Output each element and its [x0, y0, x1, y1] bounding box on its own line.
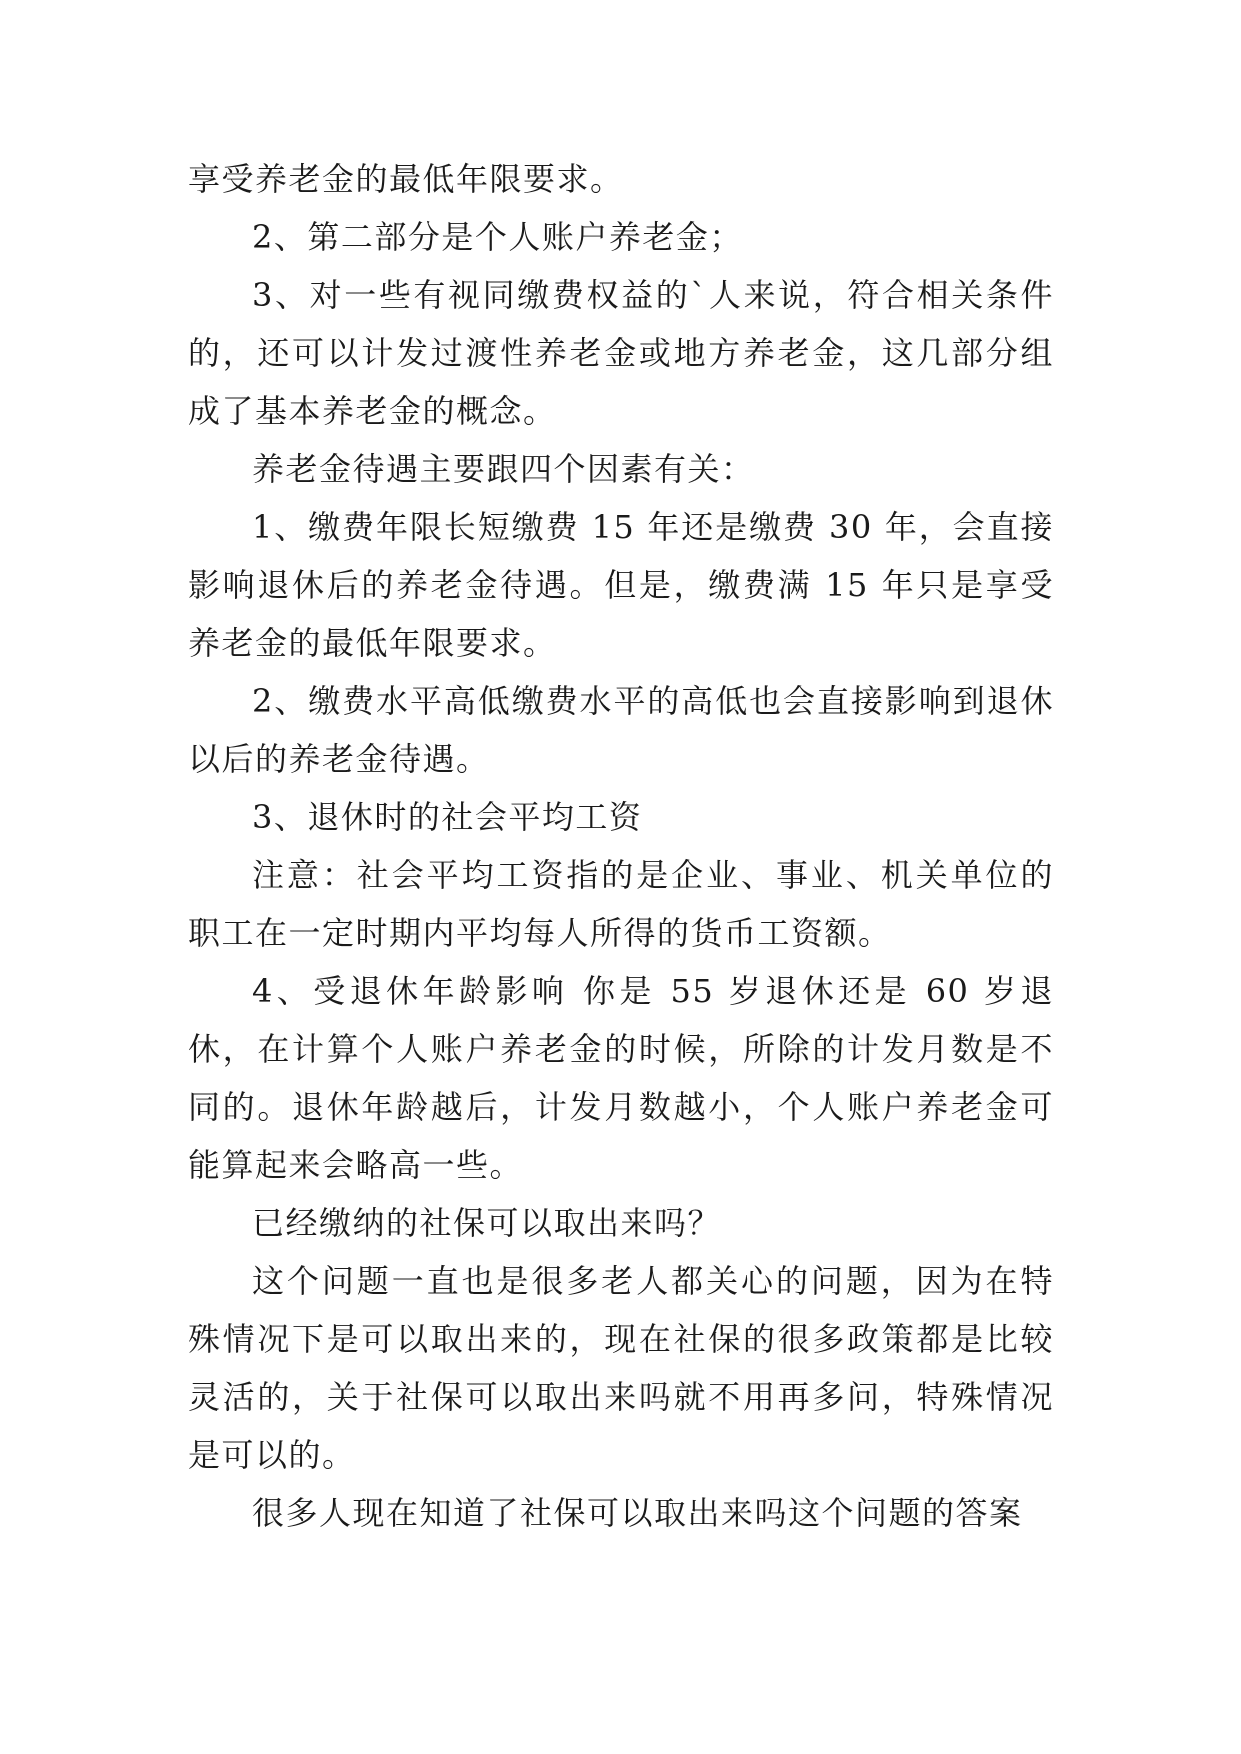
paragraph-3: 3、对一些有视同缴费权益的`人来说，符合相关条件的，还可以计发过渡性养老金或地方养老金，这几部分组成了基本养老金的概念。	[188, 276, 1054, 430]
paragraph-4: 养老金待遇主要跟四个因素有关：	[252, 450, 755, 488]
paragraph-11: 这个问题一直也是很多老人都关心的问题，因为在特殊情况下是可以取出来的，现在社保的很多政策都是比较灵活的，关于社保可以取出来吗就不用再多问，特殊情况是可以的。	[188, 1262, 1054, 1474]
paragraph-7: 3、退休时的社会平均工资	[252, 798, 643, 836]
paragraph-1: 享受养老金的最低年限要求。	[188, 160, 624, 198]
paragraph-12: 很多人现在知道了社保可以取出来吗这个问题的答案	[252, 1494, 1023, 1532]
paragraph-9: 4、受退休年龄影响 你是 55 岁退休还是 60 岁退休，在计算个人账户养老金的时候，所除的计发月数是不同的。退休年龄越后，计发月数越小，个人账户养老金可能算起来会略高一些。	[188, 972, 1054, 1184]
paragraph-6: 2、缴费水平高低缴费水平的高低也会直接影响到退休以后的养老金待遇。	[188, 682, 1054, 778]
paragraph-10: 已经缴纳的社保可以取出来吗？	[252, 1204, 722, 1242]
paragraph-8: 注意：社会平均工资指的是企业、事业、机关单位的职工在一定时期内平均每人所得的货币工资额。	[188, 856, 1054, 952]
paragraph-2: 2、第二部分是个人账户养老金；	[252, 218, 743, 256]
document-body	[188, 150, 1054, 1542]
paragraph-5: 1、缴费年限长短缴费 15 年还是缴费 30 年，会直接影响退休后的养老金待遇。但是，缴费满 15 年只是享受养老金的最低年限要求。	[188, 508, 1054, 662]
